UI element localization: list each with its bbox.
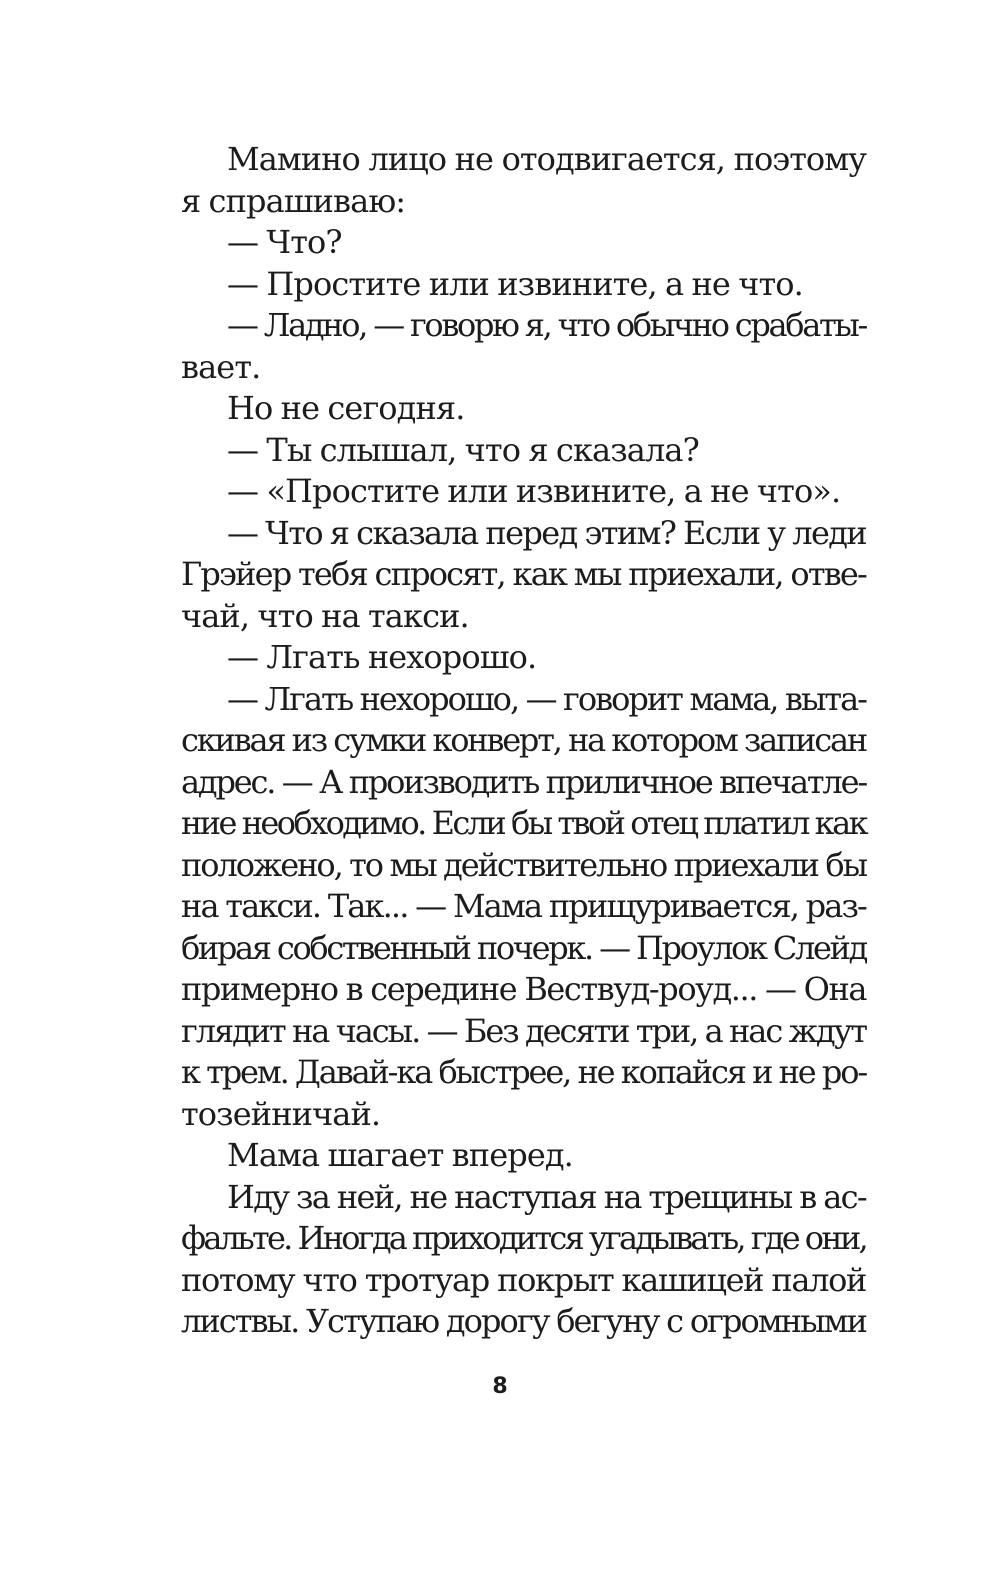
text-line: Грэйер тебя спросят, как мы приехали, отве- [181,555,866,593]
text-line: Мама шагает вперед. [227,1136,573,1174]
text-line: вает. [181,347,261,386]
body-text [181,139,866,1343]
text-line: — Лгать нехорошо. [227,638,537,676]
text-line: я спрашиваю: [181,181,406,220]
text-line: бирая собственный почерк. — Проулок Слейд [181,928,866,967]
text-line: положено, то мы действительно приехали бы [181,845,866,884]
text-line: листвы. Уступаю дорогу бегуну с огромными [181,1302,866,1340]
text-line: Мамино лицо не отодвигается, поэтому [227,140,866,178]
text-line: — Что? [227,223,342,261]
text-line: — «Простите или извините, а не что». [227,472,841,510]
text-line: — Ладно, — говорю я, что обычно срабаты- [227,306,866,344]
text-line: к трем. Давай-ка быстрее, не копайся и не ро- [181,1053,866,1091]
page-number: 8 [492,1374,508,1399]
text-line: — Ты слышал, что я сказала? [227,430,699,469]
text-line: тозейничай. [181,1094,381,1133]
text-line: — Что я сказала перед этим? Если у леди [227,513,866,552]
text-line: скивая из сумки конверт, на котором записан [181,721,866,759]
text-line: Но не сегодня. [227,389,465,427]
text-line: глядит на часы. — Без десяти три, а нас ждут [181,1011,866,1050]
text-line: потому что тротуар покрыт кашицей палой [181,1260,866,1299]
text-line: ние необходимо. Если бы твой отец платил как [181,804,866,842]
text-line: Иду за ней, не наступая на трещины в ас- [227,1177,866,1216]
text-line: адрес. — А производить приличное впечатле- [181,762,866,801]
text-line: чай, что на такси. [181,596,469,635]
text-line: — Простите или извините, а не что. [227,264,803,303]
text-line: на такси. Так... — Мама прищуривается, раз- [181,887,866,925]
text-line: примерно в середине Вествуд-роуд... — Она [181,970,866,1008]
text-line: — Лгать нехорошо, — говорит мама, выта- [227,679,866,718]
text-line: фальте. Иногда приходится угадывать, где они, [181,1219,866,1257]
